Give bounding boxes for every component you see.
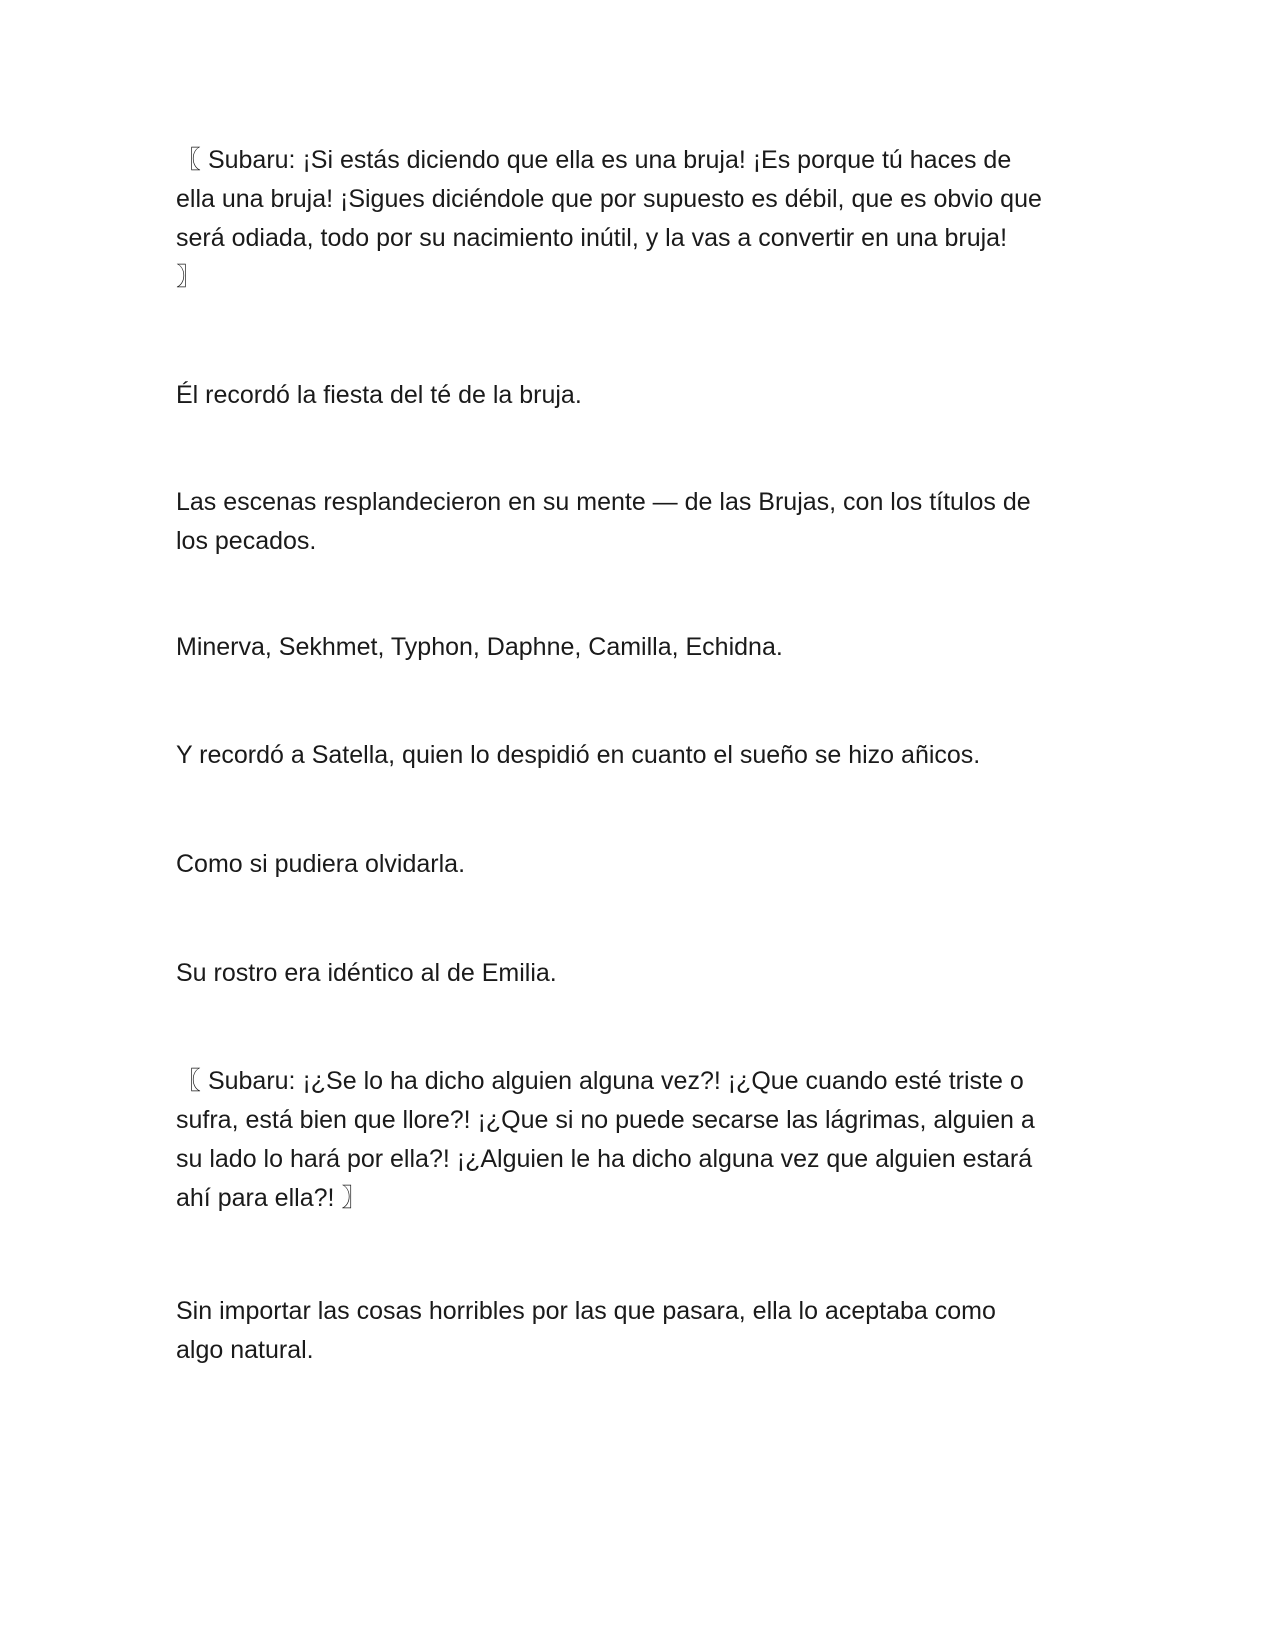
text-line: Y recordó a Satella, quien lo despidió en cuanto el sueño se hizo añicos.: [176, 741, 981, 769]
text-line: Las escenas resplandecieron en su mente — de las Brujas, con los títulos de: [176, 488, 1031, 516]
paragraph-emilia: [176, 954, 1106, 993]
paragraph-subaru-llorar: [176, 1062, 1106, 1218]
text-line: 〖 Subaru: ¡Si estás diciendo que ella es una bruja! ¡Es porque tú haces de: [176, 146, 1012, 174]
paragraph-brujas-nombres: [176, 628, 1106, 667]
text-line: los pecados.: [176, 527, 317, 555]
paragraph-satella: [176, 736, 1106, 775]
text-line: 〖 Subaru: ¡¿Se lo ha dicho alguien alguna vez?! ¡¿Que cuando esté triste o: [176, 1067, 1024, 1095]
text-line: 〗: [176, 263, 202, 291]
paragraph-escenas: [176, 483, 1106, 561]
text-line: algo natural.: [176, 1336, 314, 1364]
text-line: Sin importar las cosas horribles por las que pasara, ella lo aceptaba como: [176, 1297, 996, 1325]
text-line: sufra, está bien que llore?! ¡¿Que si no puede secarse las lágrimas, alguien a: [176, 1106, 1035, 1134]
paragraph-cosas-horribles: [176, 1292, 1106, 1370]
text-line: Como si pudiera olvidarla.: [176, 850, 466, 878]
text-line: será odiada, todo por su nacimiento inútil, y la vas a convertir en una bruja!: [176, 224, 1008, 252]
text-line: ella una bruja! ¡Sigues diciéndole que por supuesto es débil, que es obvio que: [176, 185, 1042, 213]
text-line: Su rostro era idéntico al de Emilia.: [176, 959, 557, 987]
text-line: ahí para ella?! 〗: [176, 1184, 367, 1212]
text-line: Minerva, Sekhmet, Typhon, Daphne, Camilla, Echidna.: [176, 633, 783, 661]
paragraph-subaru-bruja: [176, 141, 1106, 297]
text-line: Él recordó la fiesta del té de la bruja.: [176, 381, 582, 409]
text-line: su lado lo hará por ella?! ¡¿Alguien le ha dicho alguna vez que alguien estará: [176, 1145, 1033, 1173]
paragraph-fiesta-del-te: [176, 376, 1106, 415]
paragraph-olvidarla: [176, 845, 1106, 884]
